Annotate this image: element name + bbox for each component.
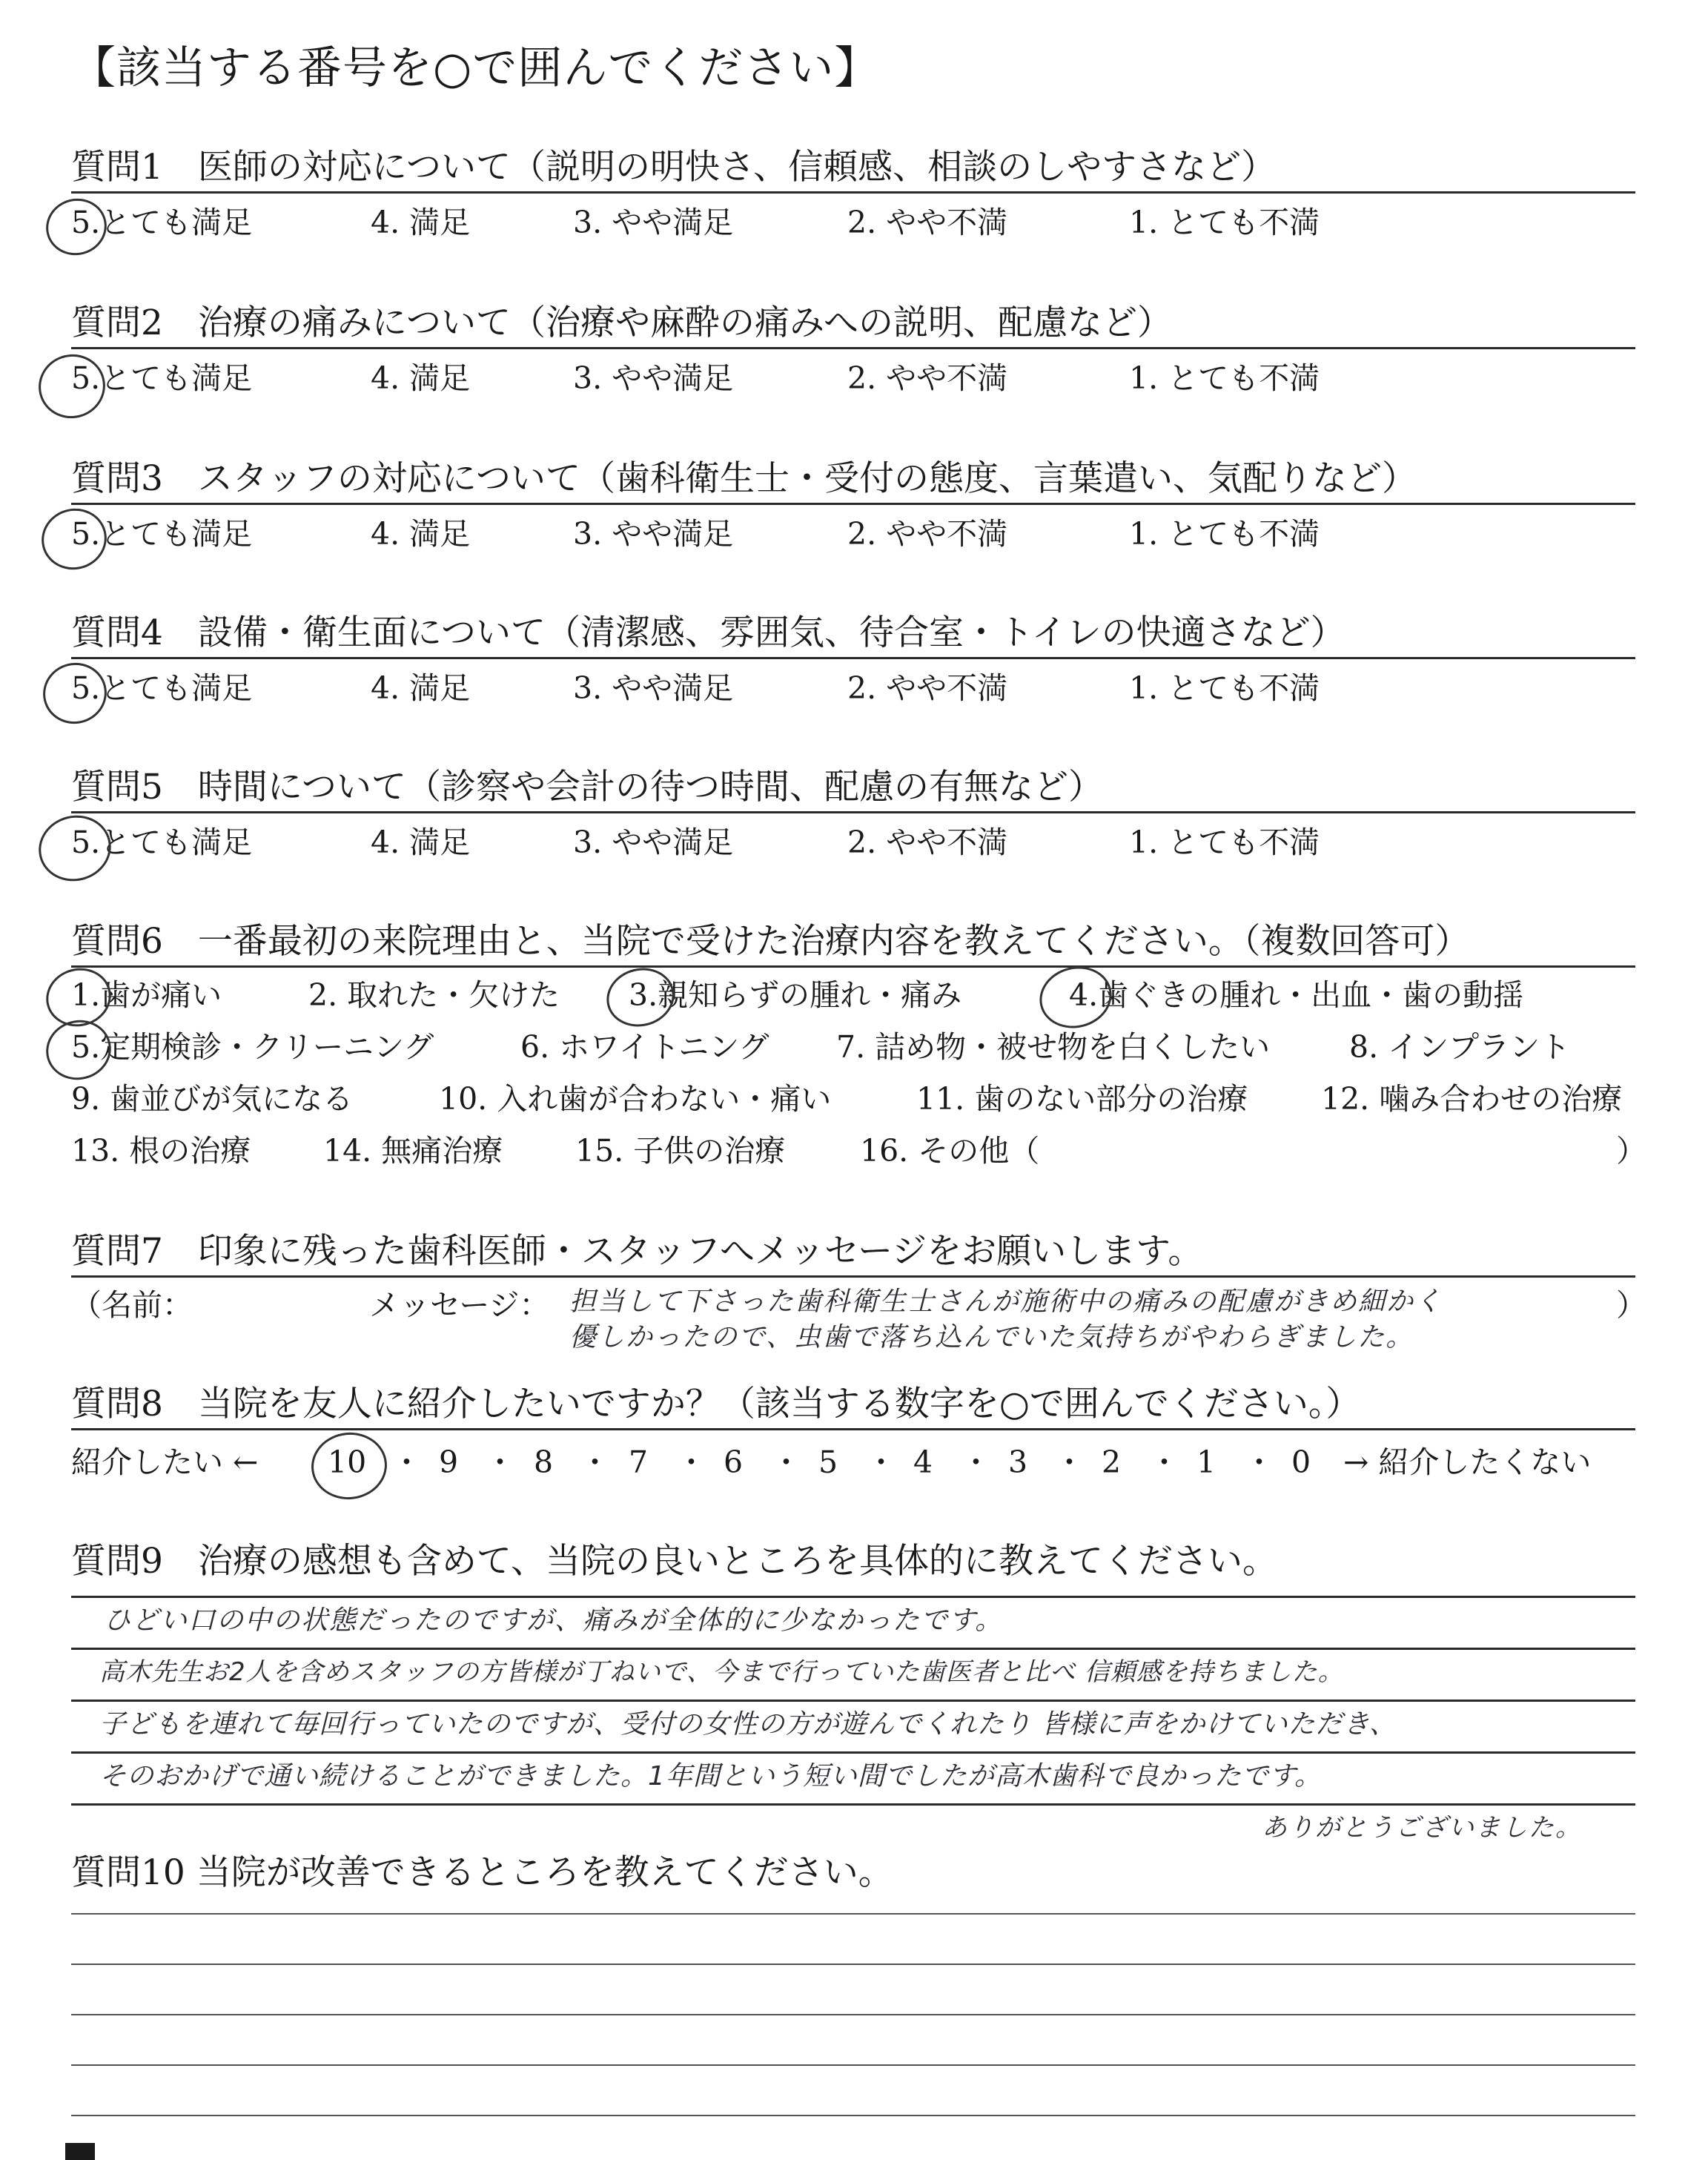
- question-6-title: 質問6 一番最初の来院理由と、当院で受けた治療内容を教えてください。（複数回答可）: [71, 921, 1470, 962]
- q6-other-close: ）: [1616, 1133, 1646, 1169]
- q6-option-9[interactable]: 9. 歯並びが気になる: [71, 1081, 354, 1117]
- q9-answer-line-1: ひどい口の中の状態だったのですが、痛みが全体的に少なかったです。: [104, 1605, 1004, 1636]
- q8-dot: ・: [1244, 1444, 1274, 1480]
- q8-dot: ・: [485, 1444, 515, 1480]
- q1-selection-circle: [40, 192, 113, 262]
- q3-option-5[interactable]: 5.とても満足: [71, 516, 253, 552]
- q10-line-rule-3: [71, 2014, 1635, 2015]
- question-1-title: 質問1 医師の対応について（説明の明快さ、信頼感、相談のしやすさなど）: [71, 147, 1277, 188]
- q10-line-rule-1: [71, 1913, 1635, 1915]
- q5-option-1[interactable]: 1. とても不満: [1129, 825, 1320, 860]
- q2-option-5[interactable]: 5.とても満足: [71, 360, 253, 396]
- q9-answer-line-3: 子どもを連れて毎回行っていたのですが、受付の女性の方が遊んでくれたり 皆様に声をかけていただき、: [99, 1709, 1397, 1740]
- question-7-rule: [71, 1275, 1635, 1278]
- q9-answer-line-2: 高木先生お2人を含めスタッフの方皆様が丁ねいで、今まで行っていた歯医者と比べ 信頼感を持ちました。: [99, 1657, 1344, 1687]
- q6-option-15[interactable]: 15. 子供の治療: [575, 1133, 786, 1169]
- q6-option-5[interactable]: 5.定期検診・クリーニング: [71, 1029, 434, 1065]
- q8-scale-0[interactable]: 0: [1291, 1444, 1311, 1480]
- q3-option-3[interactable]: 3. やや満足: [573, 516, 734, 552]
- q1-option-1[interactable]: 1. とても不満: [1129, 205, 1320, 240]
- q8-left-label: 紹介したい ←: [71, 1444, 259, 1480]
- page-title: 【該当する番号を○で囲んでください】: [71, 42, 880, 94]
- q10-line-rule-2: [71, 1964, 1635, 1965]
- q7-close-paren: ）: [1616, 1287, 1646, 1323]
- q6-selection-circle-4: [1033, 959, 1119, 1035]
- q8-dot: ・: [961, 1444, 991, 1480]
- q1-option-5[interactable]: 5.とても満足: [71, 205, 253, 240]
- q8-scale-1[interactable]: 1: [1196, 1444, 1217, 1480]
- q9-answer-line-4: そのおかげで通い続けることができました。1年間という短い間でしたが高木歯科で良かったです。: [99, 1761, 1323, 1791]
- q8-dot: ・: [580, 1444, 610, 1480]
- q10-line-rule-4: [71, 2064, 1635, 2066]
- q8-dot: ・: [1054, 1444, 1085, 1480]
- question-1-rule: [71, 191, 1635, 194]
- q1-option-3[interactable]: 3. やや満足: [573, 205, 734, 240]
- q3-option-4[interactable]: 4. 満足: [371, 516, 471, 552]
- q8-dot: ・: [866, 1444, 896, 1480]
- question-3-rule: [71, 503, 1635, 505]
- q6-option-13[interactable]: 13. 根の治療: [71, 1133, 251, 1169]
- q6-option-10[interactable]: 10. 入れ歯が合わない・痛い: [439, 1081, 832, 1117]
- q4-option-1[interactable]: 1. とても不満: [1129, 670, 1320, 706]
- q4-option-5[interactable]: 5.とても満足: [71, 670, 253, 706]
- q2-option-2[interactable]: 2. やや不満: [847, 360, 1008, 396]
- q6-option-4[interactable]: 4.歯ぐきの腫れ・出血・歯の動揺: [1069, 977, 1524, 1013]
- q6-selection-circle-3: [600, 961, 681, 1034]
- q8-dot: ・: [1149, 1444, 1179, 1480]
- q10-line-rule-5: [71, 2115, 1635, 2116]
- q6-option-6[interactable]: 6. ホワイトニング: [520, 1029, 769, 1065]
- q9-line-rule-1: [71, 1596, 1635, 1598]
- q3-option-1[interactable]: 1. とても不満: [1129, 516, 1320, 552]
- q9-line-rule-2: [71, 1648, 1635, 1650]
- q5-option-5[interactable]: 5.とても満足: [71, 825, 253, 860]
- q8-dot: ・: [676, 1444, 706, 1480]
- question-2-title: 質問2 治療の痛みについて（治療や麻酔の痛みへの説明、配慮など）: [71, 303, 1173, 343]
- q8-scale-6[interactable]: 6: [724, 1444, 744, 1480]
- question-4-rule: [71, 657, 1635, 659]
- q6-option-3[interactable]: 3.親知らずの腫れ・痛み: [629, 977, 962, 1013]
- q6-option-2[interactable]: 2. 取れた・欠けた: [308, 977, 560, 1013]
- question-8-rule: [71, 1428, 1635, 1430]
- q6-option-8[interactable]: 8. インプラント: [1349, 1029, 1571, 1065]
- q8-scale-2[interactable]: 2: [1102, 1444, 1122, 1480]
- q8-right-label: → 紹介したくない: [1343, 1444, 1592, 1480]
- q3-selection-circle: [35, 502, 113, 577]
- q6-option-7[interactable]: 7. 詰め物・被せ物を白くしたい: [836, 1029, 1271, 1065]
- q7-message-line-2: 優しかったので、虫歯で落ち込んでいた気持ちがやわらぎました。: [569, 1322, 1414, 1353]
- q8-scale-4[interactable]: 4: [913, 1444, 933, 1480]
- question-7-title: 質問7 印象に残った歯科医師・スタッフへメッセージをお願いします。: [71, 1231, 1203, 1272]
- q1-option-2[interactable]: 2. やや不満: [847, 205, 1008, 240]
- question-10-title: 質問10 当院が改善できるところを教えてください。: [71, 1852, 893, 1893]
- q8-scale-3[interactable]: 3: [1008, 1444, 1028, 1480]
- q8-dot: ・: [391, 1444, 422, 1480]
- q2-option-4[interactable]: 4. 満足: [371, 360, 471, 396]
- q8-selection-circle: [308, 1429, 391, 1503]
- question-9-title: 質問9 治療の感想も含めて、当院の良いところを具体的に教えてください。: [71, 1541, 1277, 1582]
- question-3-title: 質問3 スタッフの対応について（歯科衛生士・受付の態度、言葉遣い、気配りなど）: [71, 458, 1417, 499]
- q2-option-3[interactable]: 3. やや満足: [573, 360, 734, 396]
- q7-message-line-1: 担当して下さった歯科衛生士さんが施術中の痛みの配慮がきめ細かく: [569, 1287, 1443, 1317]
- q9-closing-thanks: ありがとうございました。: [1262, 1813, 1582, 1843]
- q6-option-11[interactable]: 11. 歯のない部分の治療: [916, 1081, 1248, 1117]
- q2-option-1[interactable]: 1. とても不満: [1129, 360, 1320, 396]
- question-5-rule: [71, 811, 1635, 813]
- q6-option-14[interactable]: 14. 無痛治療: [323, 1133, 503, 1169]
- q4-option-2[interactable]: 2. やや不満: [847, 670, 1008, 706]
- q5-option-4[interactable]: 4. 満足: [371, 825, 471, 860]
- q9-line-rule-5: [71, 1803, 1635, 1806]
- q3-option-2[interactable]: 2. やや不満: [847, 516, 1008, 552]
- next-section-marker: [65, 2143, 95, 2160]
- question-2-rule: [71, 347, 1635, 349]
- q5-option-3[interactable]: 3. やや満足: [573, 825, 734, 860]
- q7-message-label: メッセージ：: [369, 1287, 550, 1323]
- q4-option-3[interactable]: 3. やや満足: [573, 670, 734, 706]
- question-8-title: 質問8 当院を友人に紹介したいですか？（該当する数字を○で囲んでください。）: [71, 1384, 1361, 1424]
- q2-selection-circle: [32, 347, 112, 425]
- q5-option-2[interactable]: 2. やや不満: [847, 825, 1008, 860]
- q4-selection-circle: [36, 656, 113, 730]
- q5-selection-circle: [32, 807, 118, 888]
- q4-option-4[interactable]: 4. 満足: [371, 670, 471, 706]
- q1-option-4[interactable]: 4. 満足: [371, 205, 471, 240]
- q8-scale-10[interactable]: 10: [328, 1444, 367, 1480]
- q9-line-rule-3: [71, 1700, 1635, 1702]
- q8-scale-7[interactable]: 7: [629, 1444, 649, 1480]
- q7-name-label: （名前：: [71, 1287, 193, 1323]
- q8-scale-8[interactable]: 8: [534, 1444, 554, 1480]
- q6-option-12[interactable]: 12. 噛み合わせの治療: [1321, 1081, 1623, 1117]
- question-4-title: 質問4 設備・衛生面について（清潔感、雰囲気、待合室・トイレの快適さなど）: [71, 612, 1345, 653]
- q8-scale-9[interactable]: 9: [439, 1444, 459, 1480]
- question-5-title: 質問5 時間について（診察や会計の待つ時間、配慮の有無など）: [71, 767, 1103, 807]
- q6-option-1[interactable]: 1.歯が痛い: [71, 977, 222, 1013]
- q6-selection-circle-5: [40, 1014, 118, 1087]
- q8-scale-5[interactable]: 5: [818, 1444, 838, 1480]
- question-6-rule: [71, 965, 1635, 968]
- q8-dot: ・: [771, 1444, 801, 1480]
- q9-line-rule-4: [71, 1751, 1635, 1754]
- q6-option-16[interactable]: 16. その他（: [860, 1133, 1040, 1169]
